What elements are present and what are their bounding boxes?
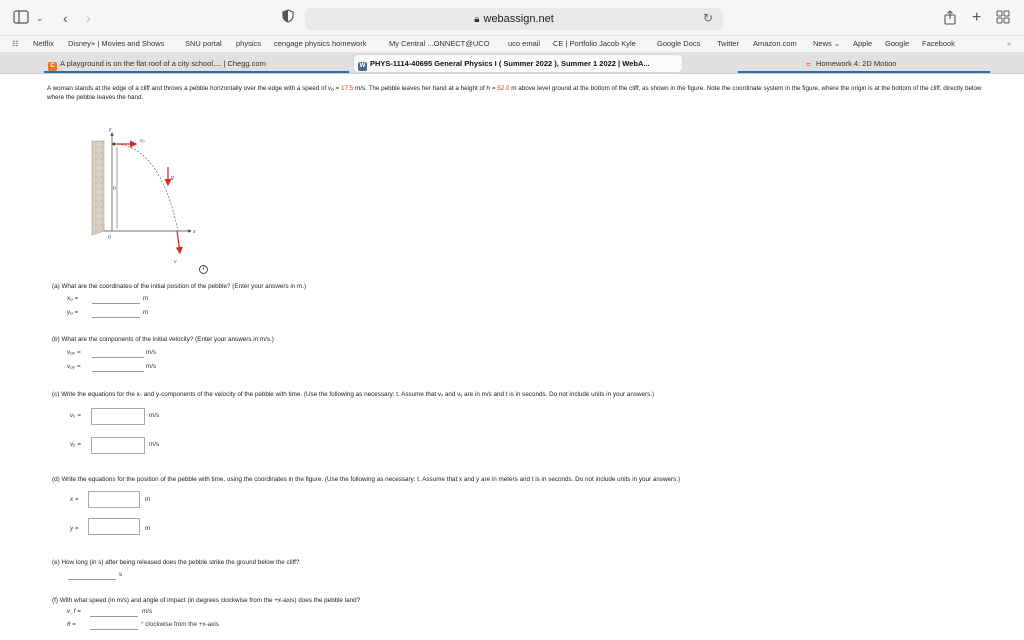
bookmark-twitter[interactable]: Twitter	[717, 39, 740, 48]
bookmarks-overflow-icon[interactable]: »	[1007, 39, 1012, 48]
cliff-figure	[88, 127, 208, 272]
tab-chegg[interactable]	[44, 55, 349, 72]
v0x-label: v₀ₓ =	[67, 349, 81, 356]
question-e: (e) How long (in s) after being released does the pebble strike the ground below the cliff?	[52, 559, 300, 566]
reload-icon[interactable]: ↻	[702, 11, 713, 25]
v0y-input[interactable]	[92, 363, 144, 372]
address-bar[interactable]	[305, 8, 723, 30]
new-tab-icon[interactable]: +	[972, 9, 982, 26]
sidebar-toggle-icon[interactable]	[13, 10, 29, 26]
pebble	[113, 143, 116, 146]
x0-unit: m	[143, 295, 149, 302]
bookmark-physics[interactable]: physics	[236, 39, 262, 48]
bookmark-snu-portal[interactable]: SNU portal	[185, 39, 222, 48]
back-arrow-icon[interactable]: ‹	[63, 10, 68, 26]
privacy-shield-icon[interactable]	[282, 9, 294, 25]
x-unit: m	[145, 496, 151, 503]
angle-unit: ° clockwise from the +x-axis	[141, 621, 219, 628]
origin-label: 0	[108, 235, 111, 241]
question-c: (c) Write the equations for the x- and y-components of the velocity of the pebble with time. (Use the following as necessary: t. Assume that vₓ and vᵧ are in m/s and t is in seconds. Do not include units in your answers.)	[52, 391, 655, 398]
bookmark-apple[interactable]: Apple	[853, 39, 873, 48]
angle-input[interactable]	[90, 621, 138, 630]
y-label: y =	[70, 525, 79, 532]
question-b: (b) What are the components of the initial velocity? (Enter your answers in m/s.)	[52, 336, 274, 343]
problem-statement: A woman stands at the edge of a cliff and throws a pebble horizontally over the edge with a speed of v₀ = 17.5 m/s. The pebble leaves her hand at a height of h = 52.0 m above level ground at the bottom of the cliff, as shown in the figure. Note the coordinate system in the figure, where the origin is at the bottom of the cliff, directly below where the pebble leaves the hand.	[47, 85, 982, 101]
vy-label: vᵧ =	[70, 441, 81, 448]
chevron-down-icon[interactable]: ⌄	[36, 13, 44, 23]
g-label: g	[171, 175, 174, 181]
bookmark-google-docs[interactable]: Google Docs	[657, 39, 701, 48]
y0-input[interactable]	[92, 309, 140, 318]
h-value: 52.0	[497, 85, 510, 92]
bookmark-cengage[interactable]: cengage physics homework	[274, 39, 367, 48]
tab-label: PHYS-1114-40695 General Physics I ( Summer 2022 ), Summer 1 2022 | WebA...	[370, 59, 650, 68]
bookmark-portfolio[interactable]: CE | Portfolio Jacob Kyle	[553, 39, 636, 48]
share-icon[interactable]	[944, 10, 956, 26]
vy-input[interactable]	[91, 437, 145, 454]
cliff-shape	[92, 141, 104, 235]
bookmarks-bar	[0, 36, 1024, 53]
bookmark-news[interactable]: News ⌄	[813, 39, 841, 48]
tab-label: A playground is on the flat roof of a city school,... | Chegg.com	[60, 59, 266, 68]
chegg-favicon-icon: C	[48, 62, 57, 71]
v0-value: 17.5	[340, 85, 354, 92]
info-icon[interactable]: i	[199, 265, 208, 274]
bookmark-amazon[interactable]: Amazon.com	[753, 39, 797, 48]
vy-unit: m/s	[149, 441, 160, 448]
browser-toolbar	[0, 0, 1024, 36]
address-url: webassign.net	[483, 13, 554, 25]
lock-icon: 🔒︎	[474, 14, 480, 25]
speed-unit: m/s	[142, 608, 153, 615]
v0x-unit: m/s	[146, 349, 157, 356]
x-input[interactable]	[88, 491, 140, 508]
question-d: (d) Write the equations for the position of the pebble with time, using the coordinates in the figure. (Use the following as necessary: t. Assume that x and y are in meters and t is in seconds. Do not include units in your answers.)	[52, 476, 681, 483]
vf-label: v	[174, 259, 177, 265]
vf-label: v_f =	[67, 608, 81, 615]
tab-label: Homework 4: 2D Motion	[816, 59, 897, 68]
v0x-input[interactable]	[92, 349, 144, 358]
x0-input[interactable]	[92, 295, 140, 304]
v0-label: v₀	[140, 138, 145, 144]
y0-unit: m	[143, 309, 149, 316]
v0y-unit: m/s	[146, 363, 157, 370]
x-axis-label: x	[193, 229, 196, 235]
bookmark-disney[interactable]: Disney+ | Movies and Shows	[68, 39, 165, 48]
vx-unit: m/s	[149, 412, 160, 419]
speed-input[interactable]	[90, 608, 138, 617]
tab-overview-icon[interactable]	[996, 10, 1010, 26]
bookmark-google[interactable]: Google	[885, 39, 910, 48]
question-a: (a) What are the coordinates of the initial position of the pebble? (Enter your answers in m.)	[52, 283, 307, 290]
webassign-favicon-icon: W	[359, 63, 366, 69]
theta-label: θ =	[67, 621, 76, 628]
bookmark-uco-email[interactable]: uco email	[508, 39, 541, 48]
page-content	[0, 75, 1024, 640]
impact-velocity-arrow	[177, 231, 180, 253]
trajectory-path	[114, 144, 178, 231]
bookmark-my-central[interactable]: My Central ...ONNECT@UCO	[389, 39, 490, 48]
bookmark-facebook[interactable]: Facebook	[922, 39, 955, 48]
v0y-label: v₀ᵧ =	[67, 363, 81, 370]
y-input[interactable]	[88, 518, 140, 535]
tab-bar	[0, 53, 1024, 74]
tab-indicator	[738, 71, 990, 73]
y0-label: y₀ =	[67, 309, 79, 316]
homework-favicon-icon: ≈	[806, 60, 811, 69]
question-f: (f) With what speed (in m/s) and angle of impact (in degrees clockwise from the +x-axis) does the pebble land?	[52, 597, 361, 604]
h-label: h	[113, 186, 116, 192]
tab-indicator	[44, 71, 349, 73]
x-label: x =	[70, 496, 79, 503]
forward-arrow-icon[interactable]: ›	[86, 10, 91, 26]
vx-input[interactable]	[91, 408, 145, 425]
apps-grid-icon[interactable]: ☷	[12, 39, 19, 48]
tab-homework[interactable]	[800, 55, 990, 72]
time-input[interactable]	[68, 571, 116, 580]
bookmark-netflix[interactable]: Netflix	[33, 39, 54, 48]
vx-label: vₓ =	[70, 412, 81, 419]
y-unit: m	[145, 525, 151, 532]
tab-webassign[interactable]	[354, 55, 682, 72]
x0-label: x₀ =	[67, 295, 79, 302]
y-axis-label: y	[109, 127, 112, 133]
time-unit: s	[119, 571, 123, 578]
